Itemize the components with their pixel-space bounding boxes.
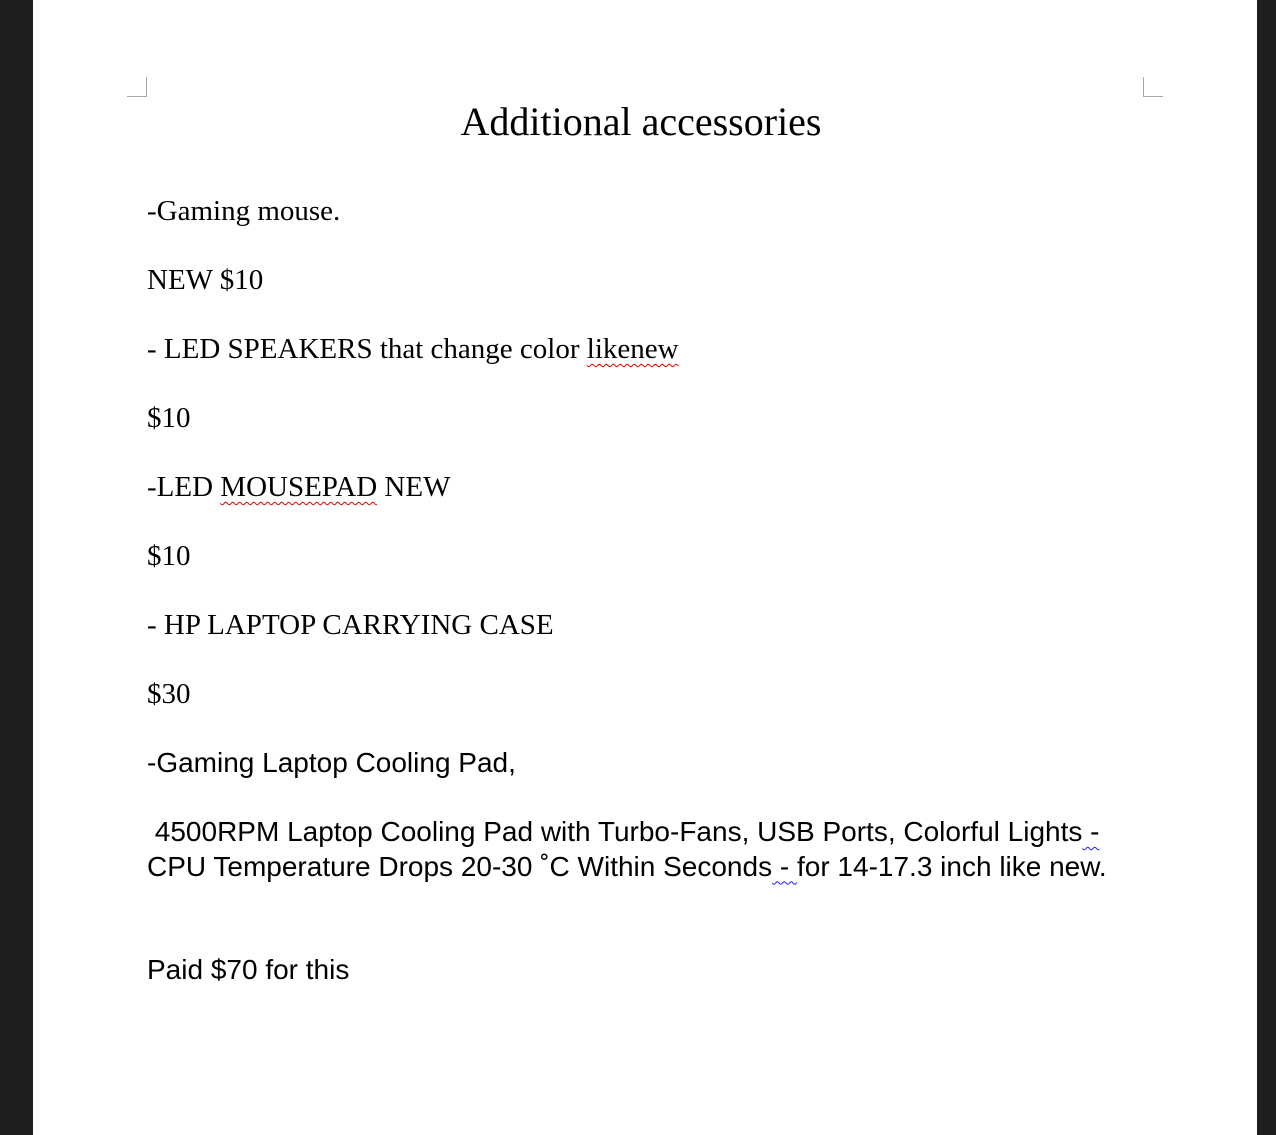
- document-page[interactable]: [33, 0, 1257, 1135]
- item-description: [147, 332, 679, 366]
- document-title: Additional accessories: [460, 99, 822, 144]
- cooling-pad-heading: -Gaming Laptop Cooling Pad,: [147, 747, 516, 778]
- details-text: CPU Temperature Drops 20-30 ˚C Within Seconds: [147, 850, 773, 882]
- page-margin-corner-top-right: [1143, 77, 1163, 97]
- details-text: for 14-17.3 inch like new.: [796, 850, 1107, 882]
- spelling-error-word[interactable]: likenew: [586, 333, 679, 365]
- grammar-flag[interactable]: -: [772, 850, 797, 882]
- item-price: $10: [147, 540, 191, 572]
- item-description: [147, 470, 450, 504]
- item-price: $10: [147, 402, 191, 434]
- cooling-pad-details: [147, 815, 1107, 884]
- item-text: -Gaming mouse.: [147, 195, 341, 227]
- item-description: [147, 194, 340, 228]
- item-text: - HP LAPTOP CARRYING CASE: [147, 609, 554, 641]
- item-text: - LED SPEAKERS that change color: [147, 333, 587, 365]
- item-text: -LED: [147, 471, 221, 503]
- item-price: $30: [147, 678, 191, 710]
- item-text: NEW: [377, 471, 451, 503]
- spelling-error-word[interactable]: MOUSEPAD: [220, 471, 378, 503]
- details-text: 4500RPM Laptop Cooling Pad with Turbo-Fans, USB Ports, Colorful Lights: [147, 816, 1083, 847]
- item-price: NEW $10: [147, 264, 264, 296]
- item-description: [147, 608, 554, 642]
- page-margin-corner-top-left: [127, 77, 147, 97]
- grammar-flag[interactable]: -: [1082, 816, 1100, 847]
- paid-note: Paid $70 for this: [147, 954, 350, 985]
